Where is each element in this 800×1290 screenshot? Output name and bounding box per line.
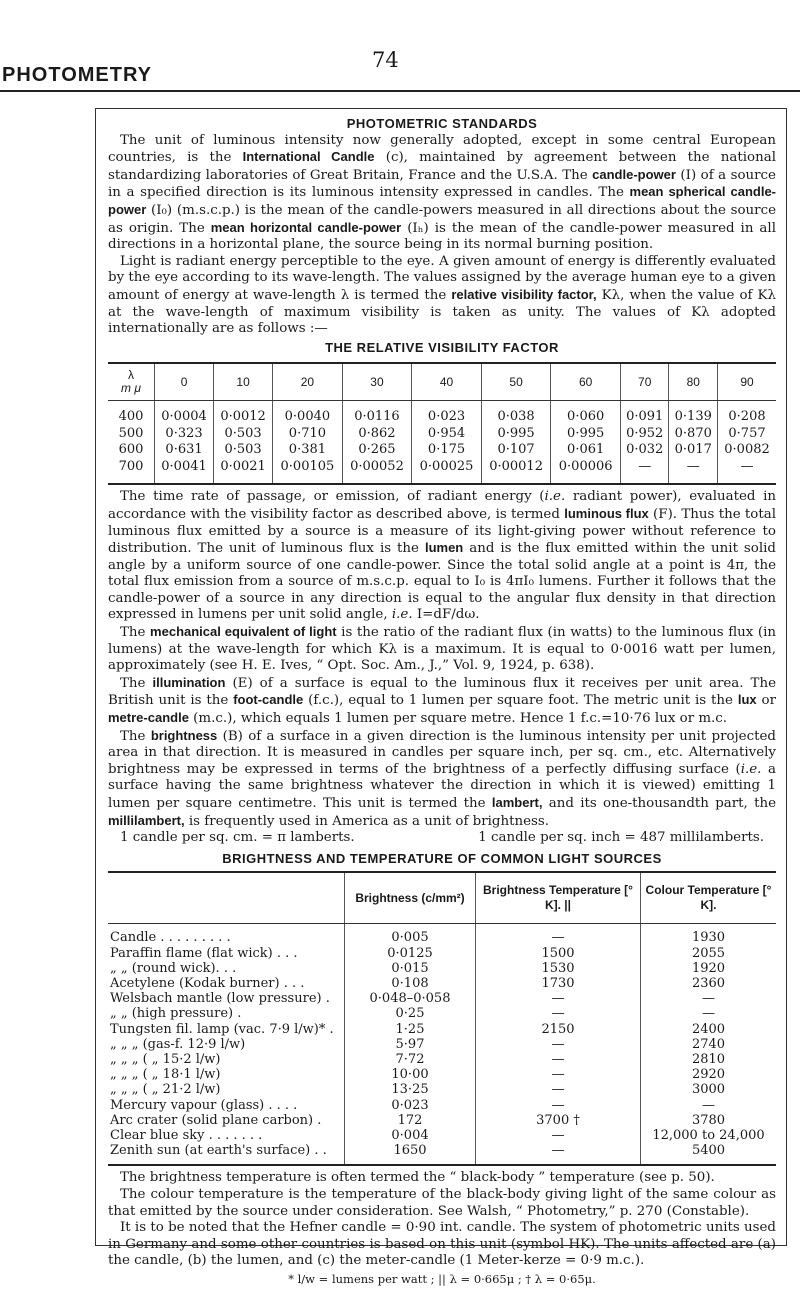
text: The time rate of passage, or emission, of radiant energy ( bbox=[120, 489, 545, 505]
source-name: „ „ „ ( „ 18·1 l/w) bbox=[110, 1067, 221, 1083]
table-cell: 0·017 bbox=[669, 442, 718, 459]
table-cell: 2740 bbox=[641, 1037, 777, 1052]
table-cell: 0·0021 bbox=[214, 459, 273, 485]
text: i.e. bbox=[740, 761, 762, 777]
conversion-line bbox=[108, 830, 776, 847]
table-cell: 0·00006 bbox=[551, 459, 621, 485]
table-row bbox=[108, 1098, 776, 1113]
table-cell: 0·023 bbox=[412, 401, 482, 426]
table-cell: 12,000 to 24,000 bbox=[641, 1128, 777, 1143]
column-header: 80 bbox=[669, 363, 718, 401]
column-header: 70 bbox=[620, 363, 669, 401]
header-rule bbox=[0, 90, 800, 92]
table-row bbox=[108, 1128, 776, 1143]
table-row bbox=[108, 946, 776, 961]
source-name: Clear blue sky . . . . . . . bbox=[110, 1128, 263, 1144]
text: i.e. bbox=[544, 489, 566, 505]
source-name: Paraffin flame (flat wick) . . . bbox=[110, 945, 298, 961]
source-name: Welsbach mantle (low pressure) . bbox=[110, 991, 330, 1007]
row-label: 500 bbox=[118, 425, 144, 441]
table-cell: 0·0040 bbox=[273, 401, 343, 426]
brightness-table-title: BRIGHTNESS AND TEMPERATURE OF COMMON LIGHT SOURCES bbox=[222, 850, 662, 866]
table-cell: 0·0012 bbox=[214, 401, 273, 426]
table-row bbox=[108, 1082, 776, 1097]
column-header: 90 bbox=[718, 363, 776, 401]
table-cell: 10·00 bbox=[345, 1067, 476, 1082]
table-cell: — bbox=[641, 1098, 777, 1113]
source-name: „ „ „ (gas-f. 12·9 l/w) bbox=[110, 1036, 246, 1052]
column-header: 30 bbox=[342, 363, 412, 401]
row-label: 400 bbox=[118, 409, 144, 425]
table-cell: 2150 bbox=[476, 1022, 641, 1037]
table-cell: 0·995 bbox=[551, 426, 621, 443]
source-name: „ „ (high pressure) . bbox=[110, 1006, 242, 1022]
table-cell: — bbox=[476, 1082, 641, 1097]
unit-label: m μ bbox=[121, 381, 141, 396]
text: a surface having the same brightness whatever the direction in which it is viewed) emitting 1 lumen per square centimetre. This unit is termed the bbox=[108, 761, 776, 811]
text: or bbox=[756, 693, 776, 709]
table-cell: 0·0125 bbox=[345, 946, 476, 961]
source-name: Candle . . . . . . . . . bbox=[110, 930, 231, 946]
text: radiant power), evaluated in accordance with the visibility factor as described above, is termed bbox=[108, 489, 776, 522]
text: The bbox=[120, 625, 151, 641]
table-cell: — bbox=[669, 459, 718, 485]
column-header: 0 bbox=[155, 363, 214, 401]
table-cell: 0·995 bbox=[481, 426, 551, 443]
table-cell: 0·004 bbox=[345, 1128, 476, 1143]
keyword: millilambert, bbox=[108, 812, 185, 828]
column-header bbox=[108, 872, 345, 924]
table-cell: 0·038 bbox=[481, 401, 551, 426]
keyword: lumen bbox=[424, 540, 464, 556]
text: is frequently used in America as a unit of brightness. bbox=[184, 813, 550, 829]
text: (I₀) (m.s.c.p.) is the mean of the candle-powers measured in all directions about the source as origin. The bbox=[108, 202, 776, 236]
table-cell: 0·00052 bbox=[342, 459, 412, 485]
source-name: Acetylene (Kodak burner) . . . bbox=[110, 975, 305, 991]
keyword: illumination bbox=[152, 674, 226, 690]
keyword: foot-candle bbox=[233, 692, 304, 708]
table-cell: 0·503 bbox=[214, 442, 273, 459]
table-cell: 0·503 bbox=[214, 426, 273, 443]
column-header: 60 bbox=[551, 363, 621, 401]
text: The bbox=[120, 675, 153, 691]
table-cell: 1500 bbox=[476, 946, 641, 961]
table-cell: 0·005 bbox=[345, 924, 476, 946]
table-cell: 0·323 bbox=[155, 426, 214, 443]
text: (Iₕ) is the mean of the candle-power measured in all directions in a horizontal plane, the source being in its normal burning position. bbox=[108, 220, 776, 253]
table-cell: 0·954 bbox=[412, 426, 482, 443]
table-cell: — bbox=[476, 1143, 641, 1165]
table-cell: 3700 † bbox=[476, 1113, 641, 1128]
text: (I) of a source in a specified direction is its luminous intensity expressed in candles. The bbox=[108, 167, 776, 201]
text: i.e. bbox=[391, 607, 413, 623]
column-header: 50 bbox=[481, 363, 551, 401]
text: (E) of a surface is equal to the luminous flux it receives per unit area. The British unit is the bbox=[108, 675, 776, 709]
column-header: 40 bbox=[412, 363, 482, 401]
table-cell: 2810 bbox=[641, 1052, 777, 1067]
table-cell: 5·97 bbox=[345, 1037, 476, 1052]
table-cell: 2920 bbox=[641, 1067, 777, 1082]
table-cell: — bbox=[476, 1052, 641, 1067]
table-row bbox=[108, 1052, 776, 1067]
table-cell: 0·108 bbox=[345, 976, 476, 991]
table-cell: 1920 bbox=[641, 961, 777, 976]
row-label: 600 bbox=[118, 442, 144, 458]
table-cell: 0·265 bbox=[342, 442, 412, 459]
table-cell: 1930 bbox=[641, 924, 777, 946]
keyword: International Candle bbox=[242, 149, 375, 165]
table-cell: 0·0082 bbox=[718, 442, 776, 459]
table-cell: 0·870 bbox=[669, 426, 718, 443]
table-cell: — bbox=[476, 1037, 641, 1052]
table-cell: 0·015 bbox=[345, 961, 476, 976]
table-row bbox=[108, 1067, 776, 1082]
keyword: mean horizontal candle-power bbox=[210, 219, 402, 235]
paragraph-hefner: It is to be noted that the Hefner candle = 0·90 int. candle. The system of photometric units used in Germany and some other countries is based on this unit (symbol HK). The units affected are (a) the candle, (b) the lumen, and (c) the meter-candle (1 Meter-kerze = 0·9 m.c.). bbox=[108, 1220, 776, 1269]
table-cell: — bbox=[641, 991, 777, 1006]
table-cell: 0·060 bbox=[551, 401, 621, 426]
text: Kλ, when the value of Kλ at the wave-length of maximum visibility is taken as unity. The values of Kλ adopted internationally are as follows :— bbox=[108, 287, 776, 337]
table-cell: 0·032 bbox=[620, 442, 669, 459]
column-header: 20 bbox=[273, 363, 343, 401]
text: Light is radiant energy perceptible to the eye. A given amount of energy is differently evaluated by the eye according to its wave-length. The values assigned by the average human eye to a given amount of energy at wave-length λ is termed the bbox=[108, 253, 776, 303]
table-cell: 2360 bbox=[641, 976, 777, 991]
footnote: * l/w = lumens per watt ; || λ = 0·665μ ; † λ = 0·65μ. bbox=[288, 1271, 596, 1286]
table-cell: 3000 bbox=[641, 1082, 777, 1097]
table-cell: 13·25 bbox=[345, 1082, 476, 1097]
table-cell: — bbox=[476, 1067, 641, 1082]
table-cell: 0·048–0·058 bbox=[345, 991, 476, 1006]
page-number: 74 bbox=[372, 48, 399, 72]
text: is the ratio of the radiant flux (in watts) to the luminous flux (in lumens) at the wave-length for which Kλ is a maximum. It is equal to 0·0016 watt per lumen, approximately (see H. E. Ives, “ Opt. Soc. Am., J.,” Vol. 9, 1924, p. 638). bbox=[108, 625, 776, 674]
text: (f.c.), equal to 1 lumen per square foot. The metric unit is the bbox=[303, 693, 738, 709]
text: (B) of a surface in a given direction is the luminous intensity per unit projected area in that direction. It is measured in candles per square inch, per sq. cm., etc. Alternatively brightness may be expressed in terms of the brightness of a perfectly diffusing surface ( bbox=[108, 728, 776, 777]
source-name: „ „ „ ( „ 15·2 l/w) bbox=[110, 1052, 221, 1067]
paragraph-brightness-temp: The brightness temperature is often termed the “ black-body ” temperature (see p. 50). bbox=[120, 1170, 715, 1186]
table-row bbox=[108, 442, 776, 459]
keyword: metre-candle bbox=[108, 710, 189, 726]
keyword: brightness bbox=[150, 727, 218, 743]
table-cell: 0·25 bbox=[345, 1006, 476, 1021]
source-name: Arc crater (solid plane carbon) . bbox=[110, 1112, 322, 1128]
text: (m.c.), which equals 1 lumen per square metre. Hence 1 f.c.=10·76 lux or m.c. bbox=[188, 711, 728, 727]
table-cell: 172 bbox=[345, 1113, 476, 1128]
table-cell: 3780 bbox=[641, 1113, 777, 1128]
paragraph-flux bbox=[108, 489, 776, 624]
source-name: Mercury vapour (glass) . . . . bbox=[110, 1097, 298, 1113]
table-cell: 0·631 bbox=[155, 442, 214, 459]
table-cell: — bbox=[476, 1098, 641, 1113]
table-cell: — bbox=[476, 1006, 641, 1021]
keyword: relative visibility factor, bbox=[451, 286, 597, 302]
table-row bbox=[108, 459, 776, 485]
table-cell: 0·00105 bbox=[273, 459, 343, 485]
text: (c), maintained by agreement between the national standardizing laboratories of Great Britain, France and the U.S.A. The bbox=[108, 150, 776, 183]
column-header: 10 bbox=[214, 363, 273, 401]
page-content bbox=[108, 116, 776, 1288]
text: The bbox=[120, 728, 151, 744]
table-row bbox=[108, 1143, 776, 1165]
paragraph-candle bbox=[108, 133, 776, 254]
table-cell: 0·710 bbox=[273, 426, 343, 443]
source-name: „ „ „ ( „ 21·2 l/w) bbox=[110, 1082, 221, 1098]
table-row bbox=[108, 1022, 776, 1037]
paragraph-mechanical bbox=[108, 624, 776, 675]
keyword: mean spherical candle-power bbox=[108, 184, 776, 217]
table-cell: 1530 bbox=[476, 961, 641, 976]
visibility-table bbox=[108, 362, 776, 485]
table-cell: 7·72 bbox=[345, 1052, 476, 1067]
table-cell: 0·862 bbox=[342, 426, 412, 443]
corner-header bbox=[108, 363, 155, 401]
keyword: lux bbox=[737, 692, 757, 708]
table-row bbox=[108, 924, 776, 946]
column-header: Brightness Temperature [° K]. || bbox=[476, 872, 641, 924]
lambda-symbol: λ bbox=[128, 368, 134, 383]
table-cell: 0·00012 bbox=[481, 459, 551, 485]
source-name: Zenith sun (at earth's surface) . . bbox=[110, 1143, 327, 1159]
keyword: luminous flux bbox=[564, 505, 649, 521]
keyword: candle-power bbox=[592, 166, 676, 182]
conversion-2: 1 candle per sq. inch = 487 millilamberts. bbox=[478, 830, 764, 846]
paragraph-visibility bbox=[108, 254, 776, 338]
paragraph-colour-temp: The colour temperature is the temperature of the black-body giving light of the same colour as that emitted by the source under consideration. See Walsh, “ Photometry,” p. 270 (Constable). bbox=[108, 1187, 776, 1219]
text: (F). Thus the total luminous flux emitted by a source is a measure of its light-giving power without reference to distribution. The unit of luminous flux is the bbox=[108, 506, 777, 557]
table-row bbox=[108, 1037, 776, 1052]
table-row bbox=[108, 961, 776, 976]
table-cell: 2055 bbox=[641, 946, 777, 961]
table-row bbox=[108, 976, 776, 991]
table-cell: 0·175 bbox=[412, 442, 482, 459]
running-title: PHOTOMETRY bbox=[2, 64, 153, 86]
table-cell: 0·023 bbox=[345, 1098, 476, 1113]
table-cell: 1650 bbox=[345, 1143, 476, 1165]
source-name: „ „ (round wick). . . bbox=[110, 960, 237, 976]
table-cell: 0·757 bbox=[718, 426, 776, 443]
table-row bbox=[108, 1006, 776, 1021]
table-cell: 0·0004 bbox=[155, 401, 214, 426]
column-header: Brightness (c/mm²) bbox=[345, 872, 476, 924]
source-name: Tungsten fil. lamp (vac. 7·9 l/w)* . bbox=[110, 1021, 334, 1037]
visibility-table-title: THE RELATIVE VISIBILITY FACTOR bbox=[325, 339, 559, 355]
table-header-row bbox=[108, 872, 776, 924]
paragraph-illumination bbox=[108, 675, 776, 728]
table-cell: 5400 bbox=[641, 1143, 777, 1165]
paragraph-brightness bbox=[108, 728, 776, 831]
table-cell: 1730 bbox=[476, 976, 641, 991]
table-cell: — bbox=[476, 991, 641, 1006]
table-cell: 0·0116 bbox=[342, 401, 412, 426]
table-cell: — bbox=[476, 924, 641, 946]
keyword: lambert, bbox=[491, 795, 543, 810]
table-row bbox=[108, 426, 776, 443]
table-cell: 0·00025 bbox=[412, 459, 482, 485]
conversion-1: 1 candle per sq. cm. = π lamberts. bbox=[120, 830, 355, 846]
section-title: PHOTOMETRIC STANDARDS bbox=[346, 116, 538, 131]
table-cell: 0·0041 bbox=[155, 459, 214, 485]
table-cell: 1·25 bbox=[345, 1022, 476, 1037]
row-label: 700 bbox=[118, 458, 144, 474]
table-cell: 0·952 bbox=[620, 426, 669, 443]
keyword: mechanical equivalent of light bbox=[150, 624, 337, 640]
table-cell: 0·061 bbox=[551, 442, 621, 459]
table-cell: 2400 bbox=[641, 1022, 777, 1037]
table-cell: — bbox=[476, 1128, 641, 1143]
table-cell: 0·139 bbox=[669, 401, 718, 426]
table-cell: — bbox=[620, 459, 669, 485]
table-cell: 0·107 bbox=[481, 442, 551, 459]
text: The unit of luminous intensity now generally adopted, except in some central European countries, is the bbox=[108, 132, 776, 166]
table-cell: 0·381 bbox=[273, 442, 343, 459]
column-header: Colour Temperature [° K]. bbox=[641, 872, 777, 924]
table-cell: 0·208 bbox=[718, 401, 776, 426]
table-row bbox=[108, 1113, 776, 1128]
table-cell: 0·091 bbox=[620, 401, 669, 426]
table-header-row bbox=[108, 363, 776, 401]
text: and its one-thousandth part, the bbox=[542, 796, 777, 811]
text: I=dF/dω. bbox=[412, 607, 480, 623]
brightness-table bbox=[108, 871, 776, 1166]
table-row bbox=[108, 991, 776, 1006]
table-cell: — bbox=[641, 1006, 777, 1021]
text: and is the flux emitted within the unit solid angle by a uniform source of one candle-power. Since the total solid angle at a point is 4π, the total flux emission from a source of m.s.c.p. equal to I₀ is 4πI₀ lumens. Further it follows that the candle-power of a source in any direction is equal to the angular flux density in that direction expressed in lumens per unit solid angle, bbox=[108, 541, 776, 623]
table-row bbox=[108, 401, 776, 426]
table-cell: — bbox=[718, 459, 776, 485]
